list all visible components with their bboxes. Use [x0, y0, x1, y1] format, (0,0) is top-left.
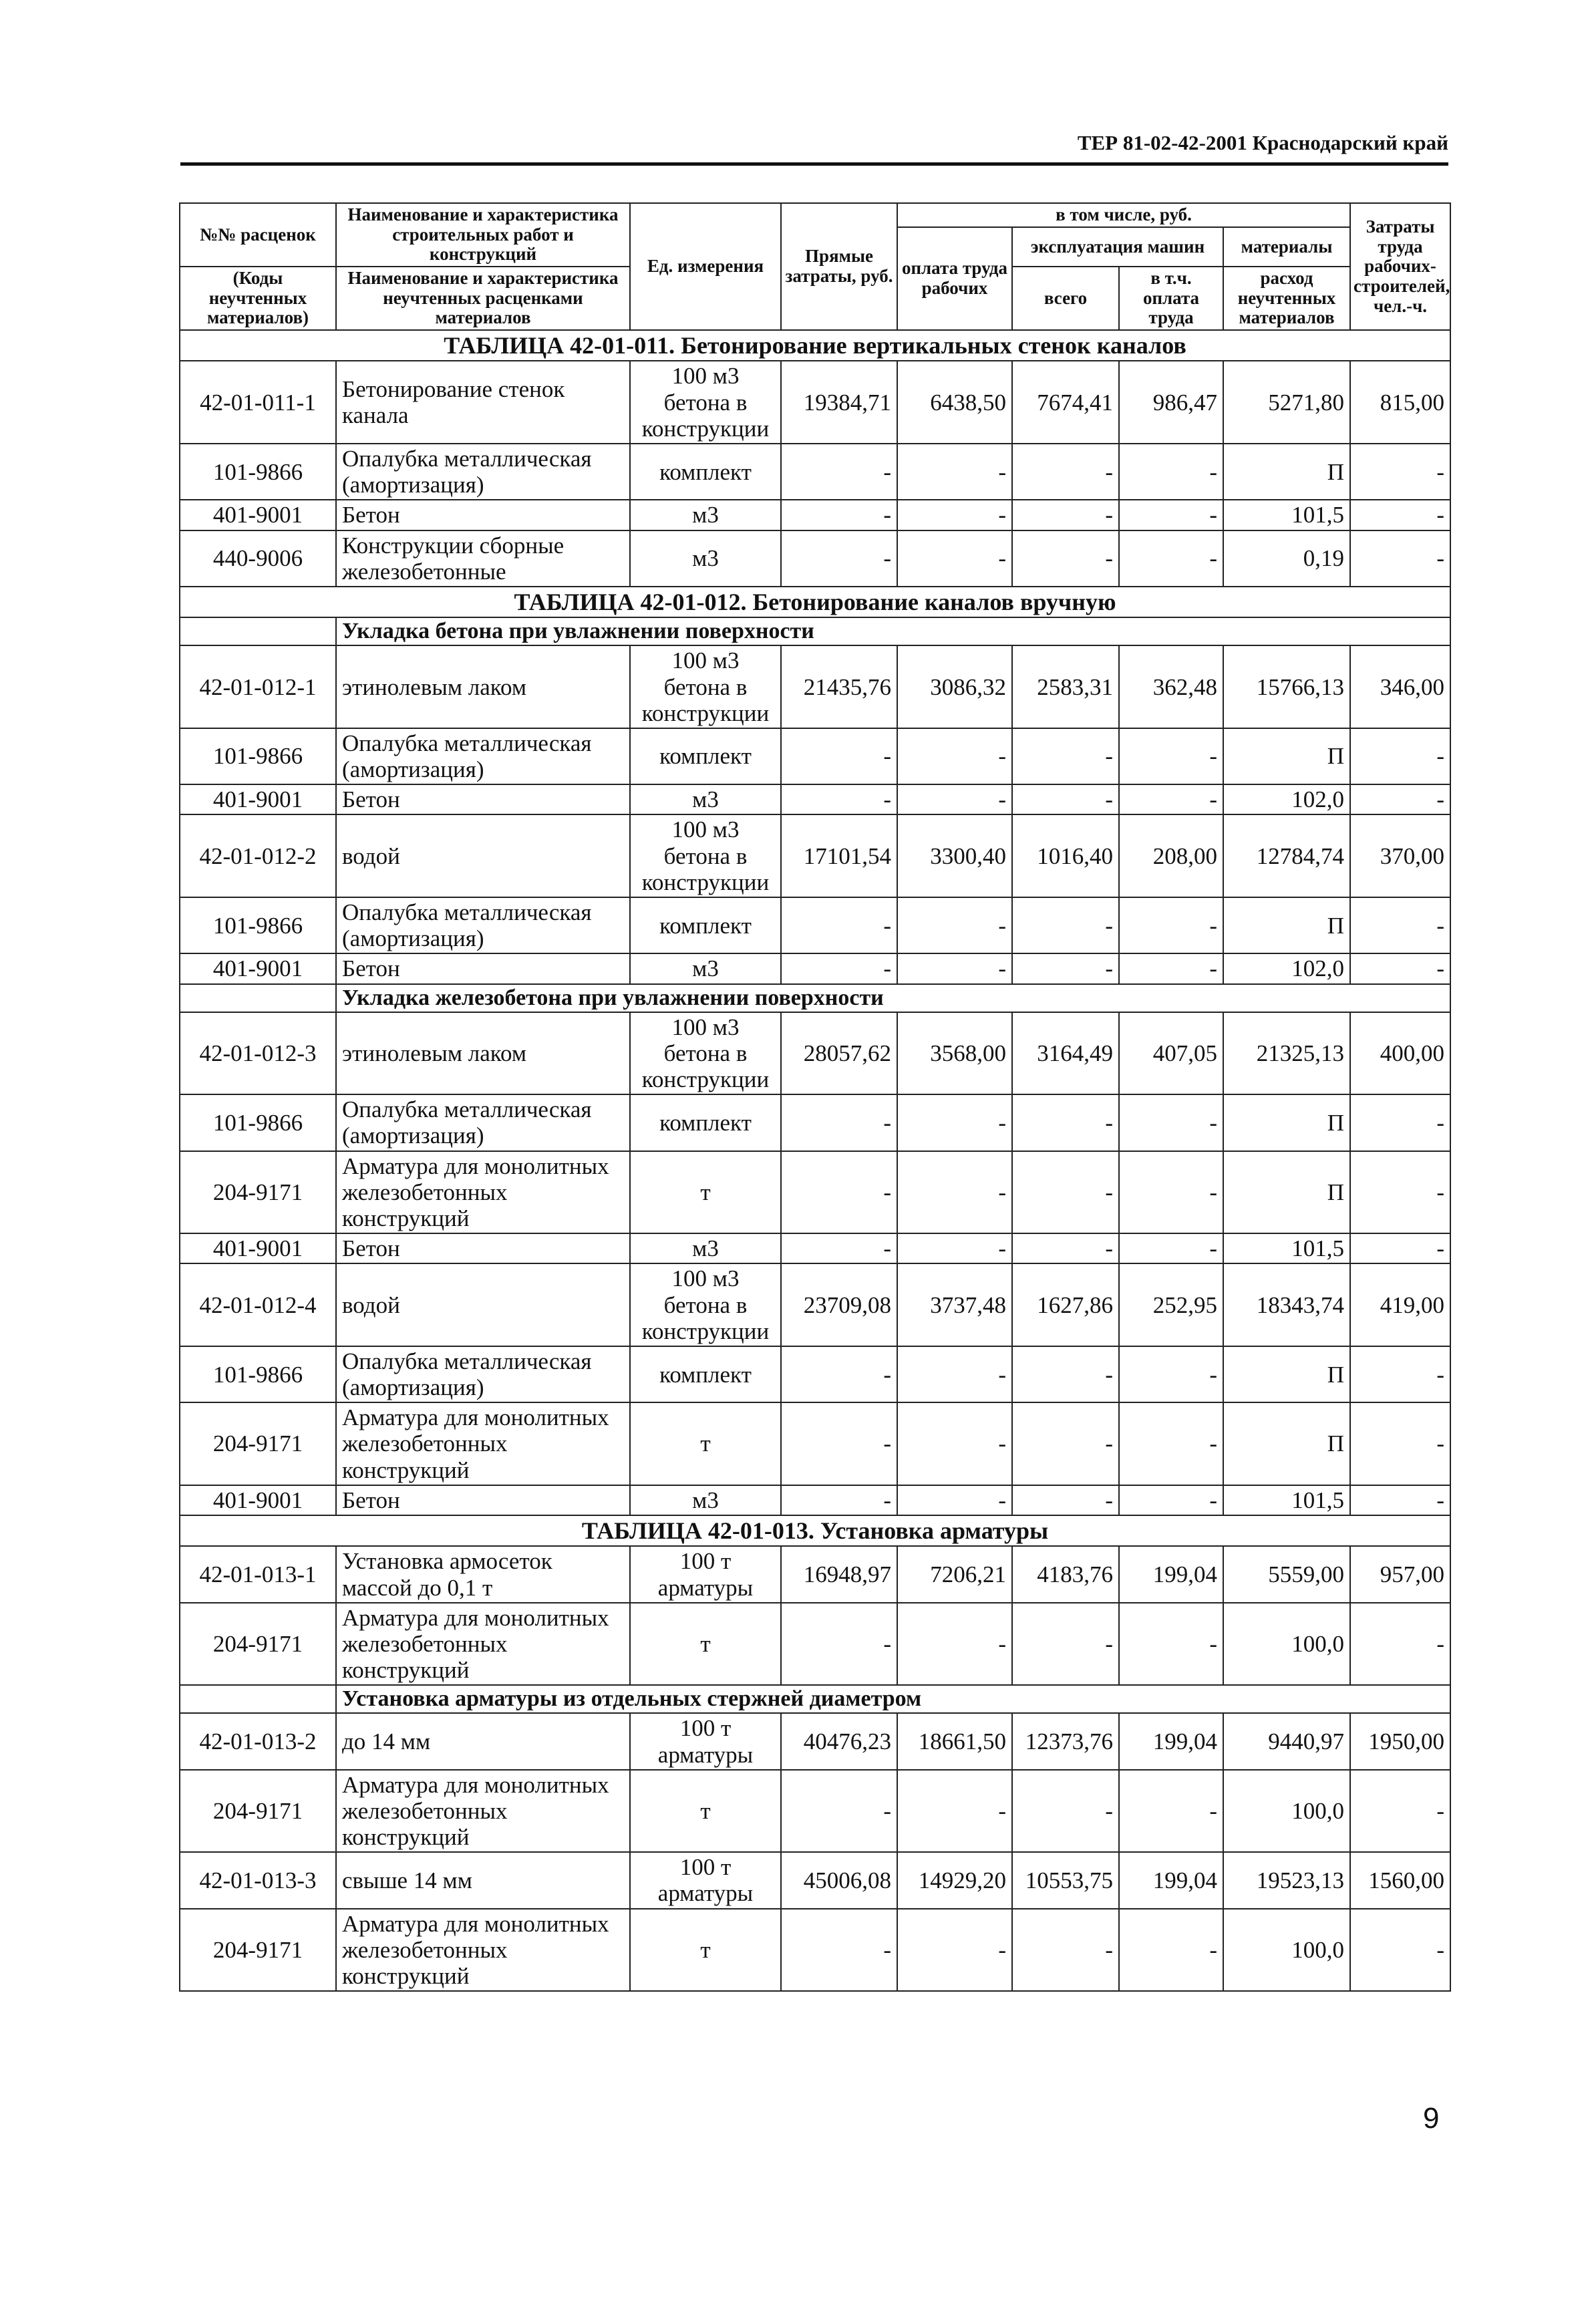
table-row	[180, 645, 1450, 728]
labor-pay: -	[897, 1094, 1012, 1151]
materials: 102,0	[1223, 953, 1350, 983]
machines-total: -	[1012, 953, 1119, 983]
rate-code: 42-01-012-4	[180, 1263, 336, 1346]
materials: 15766,13	[1223, 645, 1350, 728]
machines-wage: -	[1119, 1909, 1223, 1992]
labor-cost: -	[1350, 1603, 1450, 1686]
rate-code: 204-9171	[180, 1151, 336, 1234]
table-row	[180, 814, 1450, 897]
labor-pay: -	[897, 1346, 1012, 1402]
table-row	[180, 1770, 1450, 1853]
table-row	[180, 728, 1450, 784]
rate-code: 204-9171	[180, 1402, 336, 1485]
direct-cost: -	[781, 530, 897, 587]
rate-name: Арматура для монолитных железобетонных конструкций	[336, 1151, 630, 1234]
rate-name: Опалубка металлическая (амортизация)	[336, 1346, 630, 1402]
labor-pay: 6438,50	[897, 361, 1012, 444]
materials: 102,0	[1223, 784, 1350, 814]
machines-total: -	[1012, 784, 1119, 814]
rate-name: Бетон	[336, 500, 630, 530]
table-row	[180, 361, 1450, 444]
table-header	[180, 203, 1450, 330]
rate-code: 101-9866	[180, 444, 336, 500]
rate-name: Опалубка металлическая (амортизация)	[336, 728, 630, 784]
col-machines: эксплуатация машин	[1012, 227, 1223, 267]
machines-total: 12373,76	[1012, 1713, 1119, 1769]
rate-code: 204-9171	[180, 1770, 336, 1853]
machines-wage: -	[1119, 728, 1223, 784]
machines-total: -	[1012, 897, 1119, 953]
rate-unit: 100 м3 бетона в конструкции	[630, 361, 781, 444]
labor-cost: -	[1350, 1402, 1450, 1485]
rate-unit: т	[630, 1151, 781, 1234]
subsection-title: Укладка железобетона при увлажнении поверхности	[336, 984, 1450, 1012]
machines-total: -	[1012, 1402, 1119, 1485]
direct-cost: -	[781, 1346, 897, 1402]
labor-cost: -	[1350, 1346, 1450, 1402]
col-code-bottom: (Коды неучтенных материалов)	[180, 267, 336, 330]
machines-total: -	[1012, 1909, 1119, 1992]
col-labor-cost: Затраты труда рабочих-строителей, чел.-ч.	[1350, 203, 1450, 330]
labor-cost: 370,00	[1350, 814, 1450, 897]
labor-pay: 3737,48	[897, 1263, 1012, 1346]
materials: П	[1223, 444, 1350, 500]
labor-pay: -	[897, 1485, 1012, 1515]
col-incl: в том числе, руб.	[897, 203, 1350, 227]
rate-unit: 100 т арматуры	[630, 1852, 781, 1908]
col-unit: Ед. измерения	[630, 203, 781, 330]
rate-code: 42-01-013-1	[180, 1546, 336, 1602]
rate-unit: 100 м3 бетона в конструкции	[630, 1263, 781, 1346]
direct-cost: -	[781, 953, 897, 983]
direct-cost: 23709,08	[781, 1263, 897, 1346]
rate-code: 101-9866	[180, 1094, 336, 1151]
labor-cost: -	[1350, 897, 1450, 953]
labor-pay: 3086,32	[897, 645, 1012, 728]
labor-cost: -	[1350, 1151, 1450, 1234]
materials: 21325,13	[1223, 1012, 1350, 1095]
machines-wage: -	[1119, 1094, 1223, 1151]
rate-name: Бетонирование стенок канала	[336, 361, 630, 444]
materials: 101,5	[1223, 500, 1350, 530]
table-row	[180, 1852, 1450, 1908]
section-title-row	[180, 587, 1450, 617]
machines-total: 2583,31	[1012, 645, 1119, 728]
materials: П	[1223, 1402, 1350, 1485]
rate-code: 101-9866	[180, 1346, 336, 1402]
rate-unit: т	[630, 1909, 781, 1992]
direct-cost: -	[781, 728, 897, 784]
machines-wage: -	[1119, 500, 1223, 530]
rate-code: 42-01-013-2	[180, 1713, 336, 1769]
direct-cost: -	[781, 444, 897, 500]
machines-wage: 208,00	[1119, 814, 1223, 897]
table-row	[180, 1402, 1450, 1485]
rate-unit: м3	[630, 500, 781, 530]
machines-wage: -	[1119, 1603, 1223, 1686]
table-row	[180, 953, 1450, 983]
labor-cost: -	[1350, 784, 1450, 814]
labor-pay: -	[897, 444, 1012, 500]
machines-total: -	[1012, 1770, 1119, 1853]
rate-unit: м3	[630, 1485, 781, 1515]
rate-code: 204-9171	[180, 1603, 336, 1686]
machines-total: -	[1012, 1151, 1119, 1234]
labor-cost: -	[1350, 1233, 1450, 1263]
rate-name: Конструкции сборные железобетонные	[336, 530, 630, 587]
rate-name: свыше 14 мм	[336, 1852, 630, 1908]
rate-code: 204-9171	[180, 1909, 336, 1992]
machines-wage: 199,04	[1119, 1852, 1223, 1908]
direct-cost: 45006,08	[781, 1852, 897, 1908]
materials: 19523,13	[1223, 1852, 1350, 1908]
materials: П	[1223, 1094, 1350, 1151]
direct-cost: -	[781, 1485, 897, 1515]
col-machines-total: всего	[1012, 267, 1119, 330]
labor-cost: 815,00	[1350, 361, 1450, 444]
machines-total: -	[1012, 1233, 1119, 1263]
labor-cost: -	[1350, 953, 1450, 983]
machines-wage: 986,47	[1119, 361, 1223, 444]
rate-name: водой	[336, 814, 630, 897]
machines-wage: -	[1119, 784, 1223, 814]
rate-code: 42-01-011-1	[180, 361, 336, 444]
rate-code: 401-9001	[180, 500, 336, 530]
labor-cost: -	[1350, 1770, 1450, 1853]
machines-wage: -	[1119, 1485, 1223, 1515]
direct-cost: 40476,23	[781, 1713, 897, 1769]
materials: П	[1223, 1346, 1350, 1402]
direct-cost: 17101,54	[781, 814, 897, 897]
labor-pay: 3300,40	[897, 814, 1012, 897]
labor-pay: -	[897, 1151, 1012, 1234]
rate-name: Установка армосеток массой до 0,1 т	[336, 1546, 630, 1602]
rate-unit: т	[630, 1603, 781, 1686]
labor-cost: -	[1350, 444, 1450, 500]
materials: 5271,80	[1223, 361, 1350, 444]
document-header: ТЕР 81-02-42-2001 Краснодарский край	[1077, 131, 1448, 154]
labor-cost: -	[1350, 500, 1450, 530]
rate-code: 42-01-012-2	[180, 814, 336, 897]
rate-code: 42-01-012-1	[180, 645, 336, 728]
materials: 9440,97	[1223, 1713, 1350, 1769]
col-materials-bottom: расход неучтенных материалов	[1223, 267, 1350, 330]
table-row	[180, 784, 1450, 814]
machines-total: -	[1012, 1346, 1119, 1402]
section-title-row	[180, 1515, 1450, 1546]
rate-unit: комплект	[630, 897, 781, 953]
materials: 0,19	[1223, 530, 1350, 587]
rate-unit: 100 м3 бетона в конструкции	[630, 1012, 781, 1095]
machines-total: -	[1012, 728, 1119, 784]
labor-cost: 346,00	[1350, 645, 1450, 728]
direct-cost: -	[781, 1770, 897, 1853]
materials: 100,0	[1223, 1603, 1350, 1686]
labor-pay: 7206,21	[897, 1546, 1012, 1602]
page-number: 9	[1423, 2102, 1440, 2135]
machines-wage: -	[1119, 1151, 1223, 1234]
direct-cost: 19384,71	[781, 361, 897, 444]
rate-code: 42-01-012-3	[180, 1012, 336, 1095]
machines-total: 3164,49	[1012, 1012, 1119, 1095]
rate-code: 42-01-013-3	[180, 1852, 336, 1908]
subsection-spacer	[180, 617, 336, 645]
subsection-title-row	[180, 617, 1450, 645]
rate-unit: комплект	[630, 1346, 781, 1402]
labor-pay: -	[897, 784, 1012, 814]
labor-pay: -	[897, 530, 1012, 587]
rate-name: Опалубка металлическая (амортизация)	[336, 1094, 630, 1151]
table-row	[180, 1603, 1450, 1686]
labor-pay: 3568,00	[897, 1012, 1012, 1095]
machines-wage: 407,05	[1119, 1012, 1223, 1095]
table-row	[180, 500, 1450, 530]
labor-pay: -	[897, 728, 1012, 784]
rate-name: Арматура для монолитных железобетонных конструкций	[336, 1770, 630, 1853]
rate-name: Опалубка металлическая (амортизация)	[336, 444, 630, 500]
rate-code: 101-9866	[180, 728, 336, 784]
rate-name: этинолевым лаком	[336, 1012, 630, 1095]
rate-code: 440-9006	[180, 530, 336, 587]
materials: 18343,74	[1223, 1263, 1350, 1346]
labor-pay: -	[897, 953, 1012, 983]
rate-unit: комплект	[630, 728, 781, 784]
direct-cost: 28057,62	[781, 1012, 897, 1095]
machines-wage: -	[1119, 444, 1223, 500]
table-row	[180, 1713, 1450, 1769]
section-title: ТАБЛИЦА 42-01-011. Бетонирование вертикальных стенок каналов	[180, 330, 1450, 361]
machines-wage: -	[1119, 530, 1223, 587]
rate-unit: 100 м3 бетона в конструкции	[630, 645, 781, 728]
rate-code: 401-9001	[180, 1233, 336, 1263]
labor-cost: 400,00	[1350, 1012, 1450, 1095]
rate-unit: м3	[630, 784, 781, 814]
direct-cost: -	[781, 1603, 897, 1686]
labor-cost: -	[1350, 530, 1450, 587]
labor-pay: 18661,50	[897, 1713, 1012, 1769]
table-row	[180, 1233, 1450, 1263]
rate-unit: м3	[630, 953, 781, 983]
machines-total: 1016,40	[1012, 814, 1119, 897]
materials: 12784,74	[1223, 814, 1350, 897]
materials: 5559,00	[1223, 1546, 1350, 1602]
rate-name: до 14 мм	[336, 1713, 630, 1769]
subsection-title: Установка арматуры из отдельных стержней диаметром	[336, 1685, 1450, 1713]
table-row	[180, 1151, 1450, 1234]
machines-wage: -	[1119, 1346, 1223, 1402]
direct-cost: -	[781, 1233, 897, 1263]
section-title: ТАБЛИЦА 42-01-013. Установка арматуры	[180, 1515, 1450, 1546]
table-row	[180, 1346, 1450, 1402]
table-row	[180, 1909, 1450, 1992]
rate-name: Арматура для монолитных железобетонных конструкций	[336, 1402, 630, 1485]
labor-pay: -	[897, 1603, 1012, 1686]
table-row	[180, 1485, 1450, 1515]
machines-total: -	[1012, 530, 1119, 587]
col-name-top: Наименование и характеристика строительных работ и конструкций	[336, 203, 630, 267]
materials: 100,0	[1223, 1909, 1350, 1992]
subsection-title-row	[180, 984, 1450, 1012]
materials: П	[1223, 1151, 1350, 1234]
direct-cost: 16948,97	[781, 1546, 897, 1602]
rate-name: Бетон	[336, 953, 630, 983]
machines-total: -	[1012, 1094, 1119, 1151]
col-labor-pay: оплата труда рабочих	[897, 227, 1012, 330]
rate-name: водой	[336, 1263, 630, 1346]
machines-wage: -	[1119, 1770, 1223, 1853]
rate-unit: т	[630, 1770, 781, 1853]
labor-pay: 14929,20	[897, 1852, 1012, 1908]
table-row	[180, 1012, 1450, 1095]
subsection-title: Укладка бетона при увлажнении поверхности	[336, 617, 1450, 645]
direct-cost: -	[781, 1909, 897, 1992]
materials: 101,5	[1223, 1485, 1350, 1515]
machines-wage: 362,48	[1119, 645, 1223, 728]
rate-unit: м3	[630, 530, 781, 587]
subsection-spacer	[180, 984, 336, 1012]
rate-code: 401-9001	[180, 953, 336, 983]
labor-pay: -	[897, 500, 1012, 530]
machines-total: -	[1012, 1603, 1119, 1686]
machines-total: -	[1012, 500, 1119, 530]
machines-total: 10553,75	[1012, 1852, 1119, 1908]
rate-code: 101-9866	[180, 897, 336, 953]
header-rule	[180, 162, 1448, 166]
rate-unit: 100 т арматуры	[630, 1546, 781, 1602]
rate-unit: 100 м3 бетона в конструкции	[630, 814, 781, 897]
labor-pay: -	[897, 1233, 1012, 1263]
machines-wage: 252,95	[1119, 1263, 1223, 1346]
direct-cost: -	[781, 1402, 897, 1485]
machines-total: 4183,76	[1012, 1546, 1119, 1602]
machines-total: 1627,86	[1012, 1263, 1119, 1346]
rate-name: этинолевым лаком	[336, 645, 630, 728]
materials: П	[1223, 728, 1350, 784]
labor-cost: -	[1350, 728, 1450, 784]
col-name-bottom: Наименование и характеристика неучтенных расценками материалов	[336, 267, 630, 330]
machines-wage: 199,04	[1119, 1546, 1223, 1602]
direct-cost: -	[781, 1151, 897, 1234]
rate-name: Арматура для монолитных железобетонных конструкций	[336, 1603, 630, 1686]
rate-code: 401-9001	[180, 784, 336, 814]
col-code-top: №№ расценок	[180, 203, 336, 267]
labor-pay: -	[897, 1402, 1012, 1485]
section-title-row	[180, 330, 1450, 361]
direct-cost: -	[781, 500, 897, 530]
col-materials-top: материалы	[1223, 227, 1350, 267]
table-row	[180, 530, 1450, 587]
labor-cost: 957,00	[1350, 1546, 1450, 1602]
rate-name: Арматура для монолитных железобетонных конструкций	[336, 1909, 630, 1992]
direct-cost: -	[781, 784, 897, 814]
rate-code: 401-9001	[180, 1485, 336, 1515]
machines-wage: -	[1119, 1233, 1223, 1263]
col-machines-wage: в т.ч. оплата труда	[1119, 267, 1223, 330]
subsection-title-row	[180, 1685, 1450, 1713]
machines-wage: -	[1119, 1402, 1223, 1485]
labor-pay: -	[897, 897, 1012, 953]
materials: 101,5	[1223, 1233, 1350, 1263]
machines-wage: -	[1119, 897, 1223, 953]
machines-wage: 199,04	[1119, 1713, 1223, 1769]
subsection-spacer	[180, 1685, 336, 1713]
direct-cost: 21435,76	[781, 645, 897, 728]
table-row	[180, 444, 1450, 500]
section-title: ТАБЛИЦА 42-01-012. Бетонирование каналов вручную	[180, 587, 1450, 617]
labor-pay: -	[897, 1909, 1012, 1992]
rate-name: Бетон	[336, 1233, 630, 1263]
machines-total: -	[1012, 444, 1119, 500]
table-row	[180, 1546, 1450, 1602]
rate-unit: м3	[630, 1233, 781, 1263]
rate-name: Бетон	[336, 784, 630, 814]
machines-total: 7674,41	[1012, 361, 1119, 444]
machines-wage: -	[1119, 953, 1223, 983]
labor-cost: 1560,00	[1350, 1852, 1450, 1908]
table-row	[180, 1263, 1450, 1346]
direct-cost: -	[781, 1094, 897, 1151]
labor-cost: -	[1350, 1485, 1450, 1515]
rate-unit: комплект	[630, 444, 781, 500]
rate-unit: т	[630, 1402, 781, 1485]
materials: П	[1223, 897, 1350, 953]
direct-cost: -	[781, 897, 897, 953]
rates-table	[179, 202, 1451, 1992]
table-row	[180, 1094, 1450, 1151]
col-direct: Прямые затраты, руб.	[781, 203, 897, 330]
rate-name: Опалубка металлическая (амортизация)	[336, 897, 630, 953]
rate-name: Бетон	[336, 1485, 630, 1515]
labor-cost: 419,00	[1350, 1263, 1450, 1346]
table-body	[180, 330, 1450, 1991]
table-row	[180, 897, 1450, 953]
labor-cost: -	[1350, 1909, 1450, 1992]
materials: 100,0	[1223, 1770, 1350, 1853]
machines-total: -	[1012, 1485, 1119, 1515]
labor-cost: -	[1350, 1094, 1450, 1151]
rate-unit: комплект	[630, 1094, 781, 1151]
labor-cost: 1950,00	[1350, 1713, 1450, 1769]
labor-pay: -	[897, 1770, 1012, 1853]
rate-unit: 100 т арматуры	[630, 1713, 781, 1769]
